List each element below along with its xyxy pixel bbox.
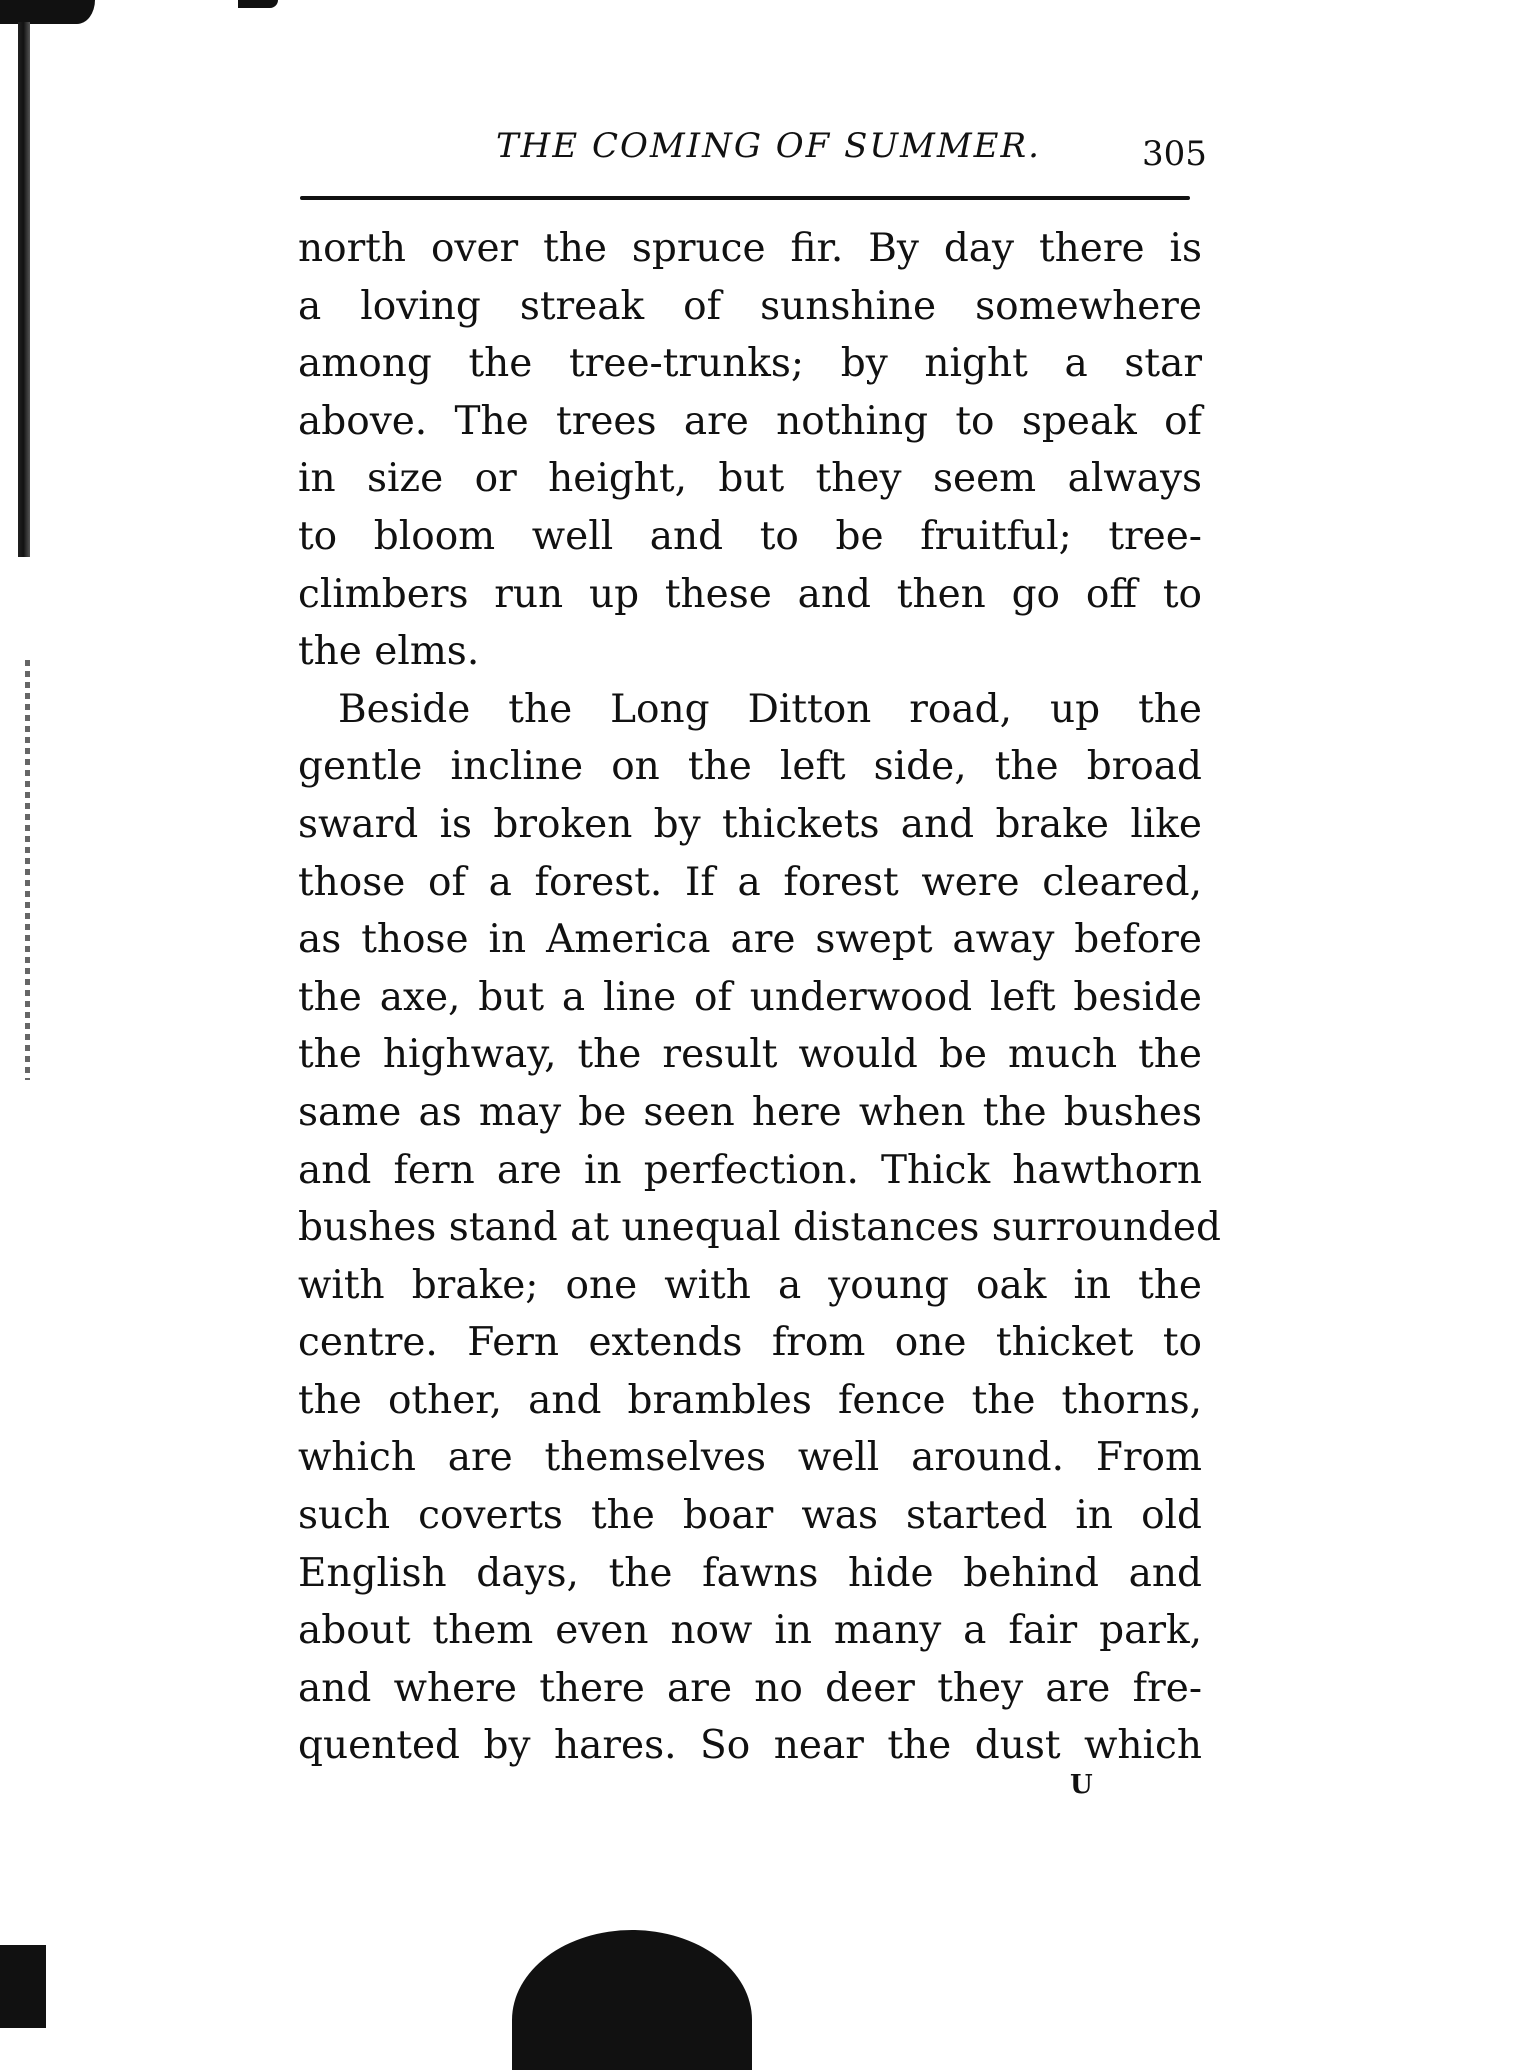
text-line: to bloom well and to be fruitful; tree- [298, 513, 1202, 559]
text-line: and where there are no deer they are fre- [298, 1665, 1202, 1711]
text-line: as those in America are swept away before [298, 917, 1202, 963]
text-line: among the tree-trunks; by night a star [298, 341, 1202, 387]
text-line: bushes stand at unequal distances surrounded [298, 1205, 1221, 1251]
header-rule [300, 196, 1190, 200]
body-text [298, 220, 1221, 1775]
scan-edge-artifact [238, 0, 278, 8]
text-line: quented by hares. So near the dust which [298, 1723, 1202, 1769]
text-line: Beside the Long Ditton road, up the [338, 686, 1202, 732]
text-line: same as may be seen here when the bushes [298, 1089, 1202, 1135]
text-line: centre. Fern extends from one thicket to [298, 1320, 1202, 1366]
page-spine-stitching [25, 660, 30, 1080]
text-line: in size or height, but they seem always [298, 456, 1202, 502]
page-spine-shadow [18, 22, 30, 557]
text-line: north over the spruce fir. By day there is [298, 226, 1202, 271]
text-line: the axe, but a line of underwood left beside [298, 974, 1202, 1020]
text-line: about them even now in many a fair park, [298, 1608, 1202, 1654]
text-line: which are themselves well around. From [298, 1435, 1202, 1481]
scan-edge-artifact [0, 0, 95, 24]
text-line: those of a forest. If a forest were cleared, [298, 859, 1202, 905]
text-line: English days, the fawns hide behind and [298, 1550, 1202, 1596]
text-line: climbers run up these and then go off to [298, 571, 1202, 617]
text-line: and fern are in perfection. Thick hawthorn [298, 1147, 1202, 1193]
text-line: with brake; one with a young oak in the [298, 1262, 1202, 1308]
text-line: gentle incline on the left side, the broad [298, 744, 1202, 790]
printer-signature-mark: U [1070, 1770, 1093, 1800]
scan-corner-artifact [0, 1945, 46, 2028]
page-number: 305 [1142, 134, 1207, 174]
text-line: the other, and brambles fence the thorns, [298, 1377, 1202, 1423]
text-line: a loving streak of sunshine somewhere [298, 283, 1202, 329]
text-line: such coverts the boar was started in old [298, 1493, 1202, 1539]
text-line: the highway, the result would be much the [298, 1032, 1202, 1078]
running-head [300, 118, 1207, 178]
running-head-title: THE COMING OF SUMMER. [496, 126, 1041, 166]
scan-thumb-shadow [512, 1930, 752, 2070]
text-line: sward is broken by thickets and brake like [298, 801, 1202, 847]
text-line: above. The trees are nothing to speak of [298, 398, 1202, 444]
text-line: the elms. [298, 629, 480, 675]
